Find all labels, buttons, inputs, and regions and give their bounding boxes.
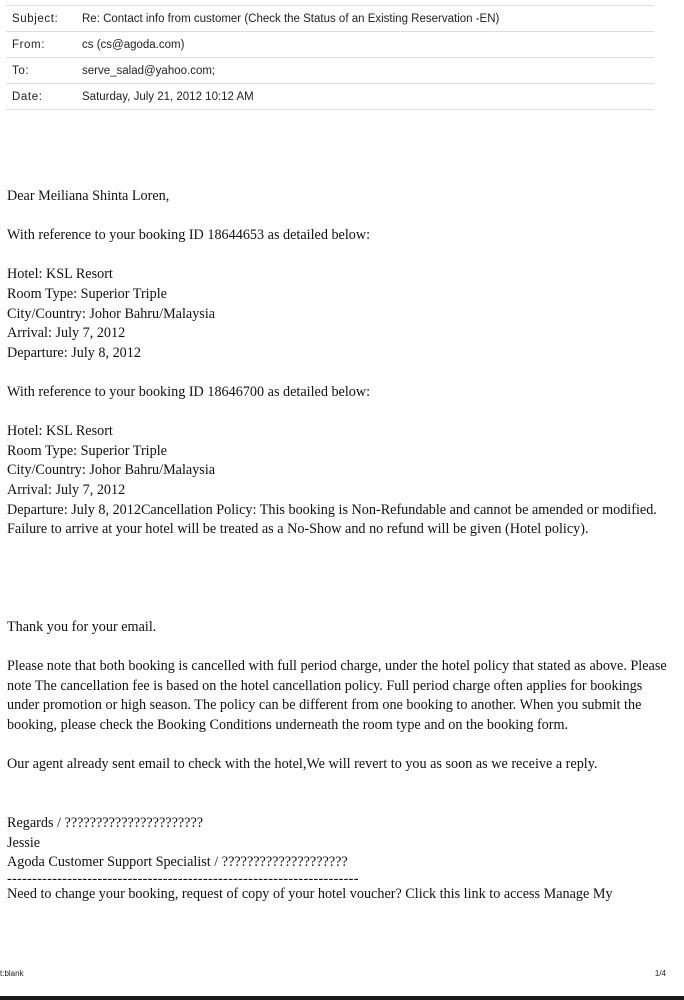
booking2-arrival: Arrival: July 7, 2012 (7, 481, 126, 498)
email-header-table (6, 5, 654, 110)
booking2-hotel: Hotel: KSL Resort (7, 423, 113, 440)
booking1-city: City/Country: Johor Bahru/Malaysia (7, 305, 216, 322)
footer-url: t:blank (0, 969, 24, 978)
signature-name: Jessie (7, 834, 41, 851)
policy-note: Please note that both booking is cancelled with full period charge, under the hotel policy that stated as above. Please note The cancellation fee is based on the hotel cancellation policy. Full period charge often applies for bookings under promotion or high season. The policy can be different from one booking to another. When you submit the booking, please check the Booking Conditions underneath the room type and on the booking form. (7, 658, 667, 734)
thanks-line: Thank you for your email. (7, 619, 157, 636)
booking2-intro: With reference to your booking ID 18646700 as detailed below: (7, 383, 371, 400)
header-row-to (6, 58, 654, 84)
booking1-room: Room Type: Superior Triple (7, 285, 167, 302)
header-row-from (6, 32, 654, 58)
subject-value: Re: Contact info from customer (Check the Status of an Existing Reservation -EN) (76, 6, 654, 32)
regards-line: Regards / ?????????????????????? (7, 815, 204, 832)
greeting: Dear Meiliana Shinta Loren, (7, 188, 170, 204)
subject-label: Subject: (6, 6, 76, 32)
from-label: From: (6, 32, 76, 58)
from-value: cs (cs@agoda.com) (76, 32, 654, 58)
bottom-edge-bar (0, 996, 684, 1000)
email-body (7, 187, 675, 904)
footer-page-number: 1/4 (654, 969, 666, 978)
header-row-subject (6, 6, 654, 32)
booking1-intro: With reference to your booking ID 18644653 as detailed below: (7, 227, 371, 244)
booking1-departure: Departure: July 8, 2012 (7, 344, 141, 361)
booking2-departure-policy: Departure: July 8, 2012Cancellation Policy: This booking is Non-Refundable and cannot be amended or modified. Failure to arrive at your hotel will be treated as a No-Show and no refund will be given (Hotel policy). (7, 501, 657, 538)
booking2-city: City/Country: Johor Bahru/Malaysia (7, 462, 216, 479)
signature-title: Agoda Customer Support Specialist / ???????????????????? (7, 854, 348, 871)
manage-booking-cta: Need to change your booking, request of copy of your hotel voucher? Click this link to access Manage My (7, 885, 613, 902)
date-value: Saturday, July 21, 2012 10:12 AM (76, 84, 654, 110)
header-row-date (6, 84, 654, 110)
separator-line: ---------------------------------------------------------------------- (7, 872, 359, 885)
booking1-arrival: Arrival: July 7, 2012 (7, 325, 126, 342)
booking1-hotel: Hotel: KSL Resort (7, 266, 113, 283)
to-label: To: (6, 58, 76, 84)
agent-note: Our agent already sent email to check with the hotel,We will revert to you as soon as we receive a reply. (7, 756, 598, 773)
date-label: Date: (6, 84, 76, 110)
booking2-room: Room Type: Superior Triple (7, 442, 167, 459)
print-footer (0, 966, 684, 984)
to-value: serve_salad@yahoo.com; (76, 58, 654, 84)
